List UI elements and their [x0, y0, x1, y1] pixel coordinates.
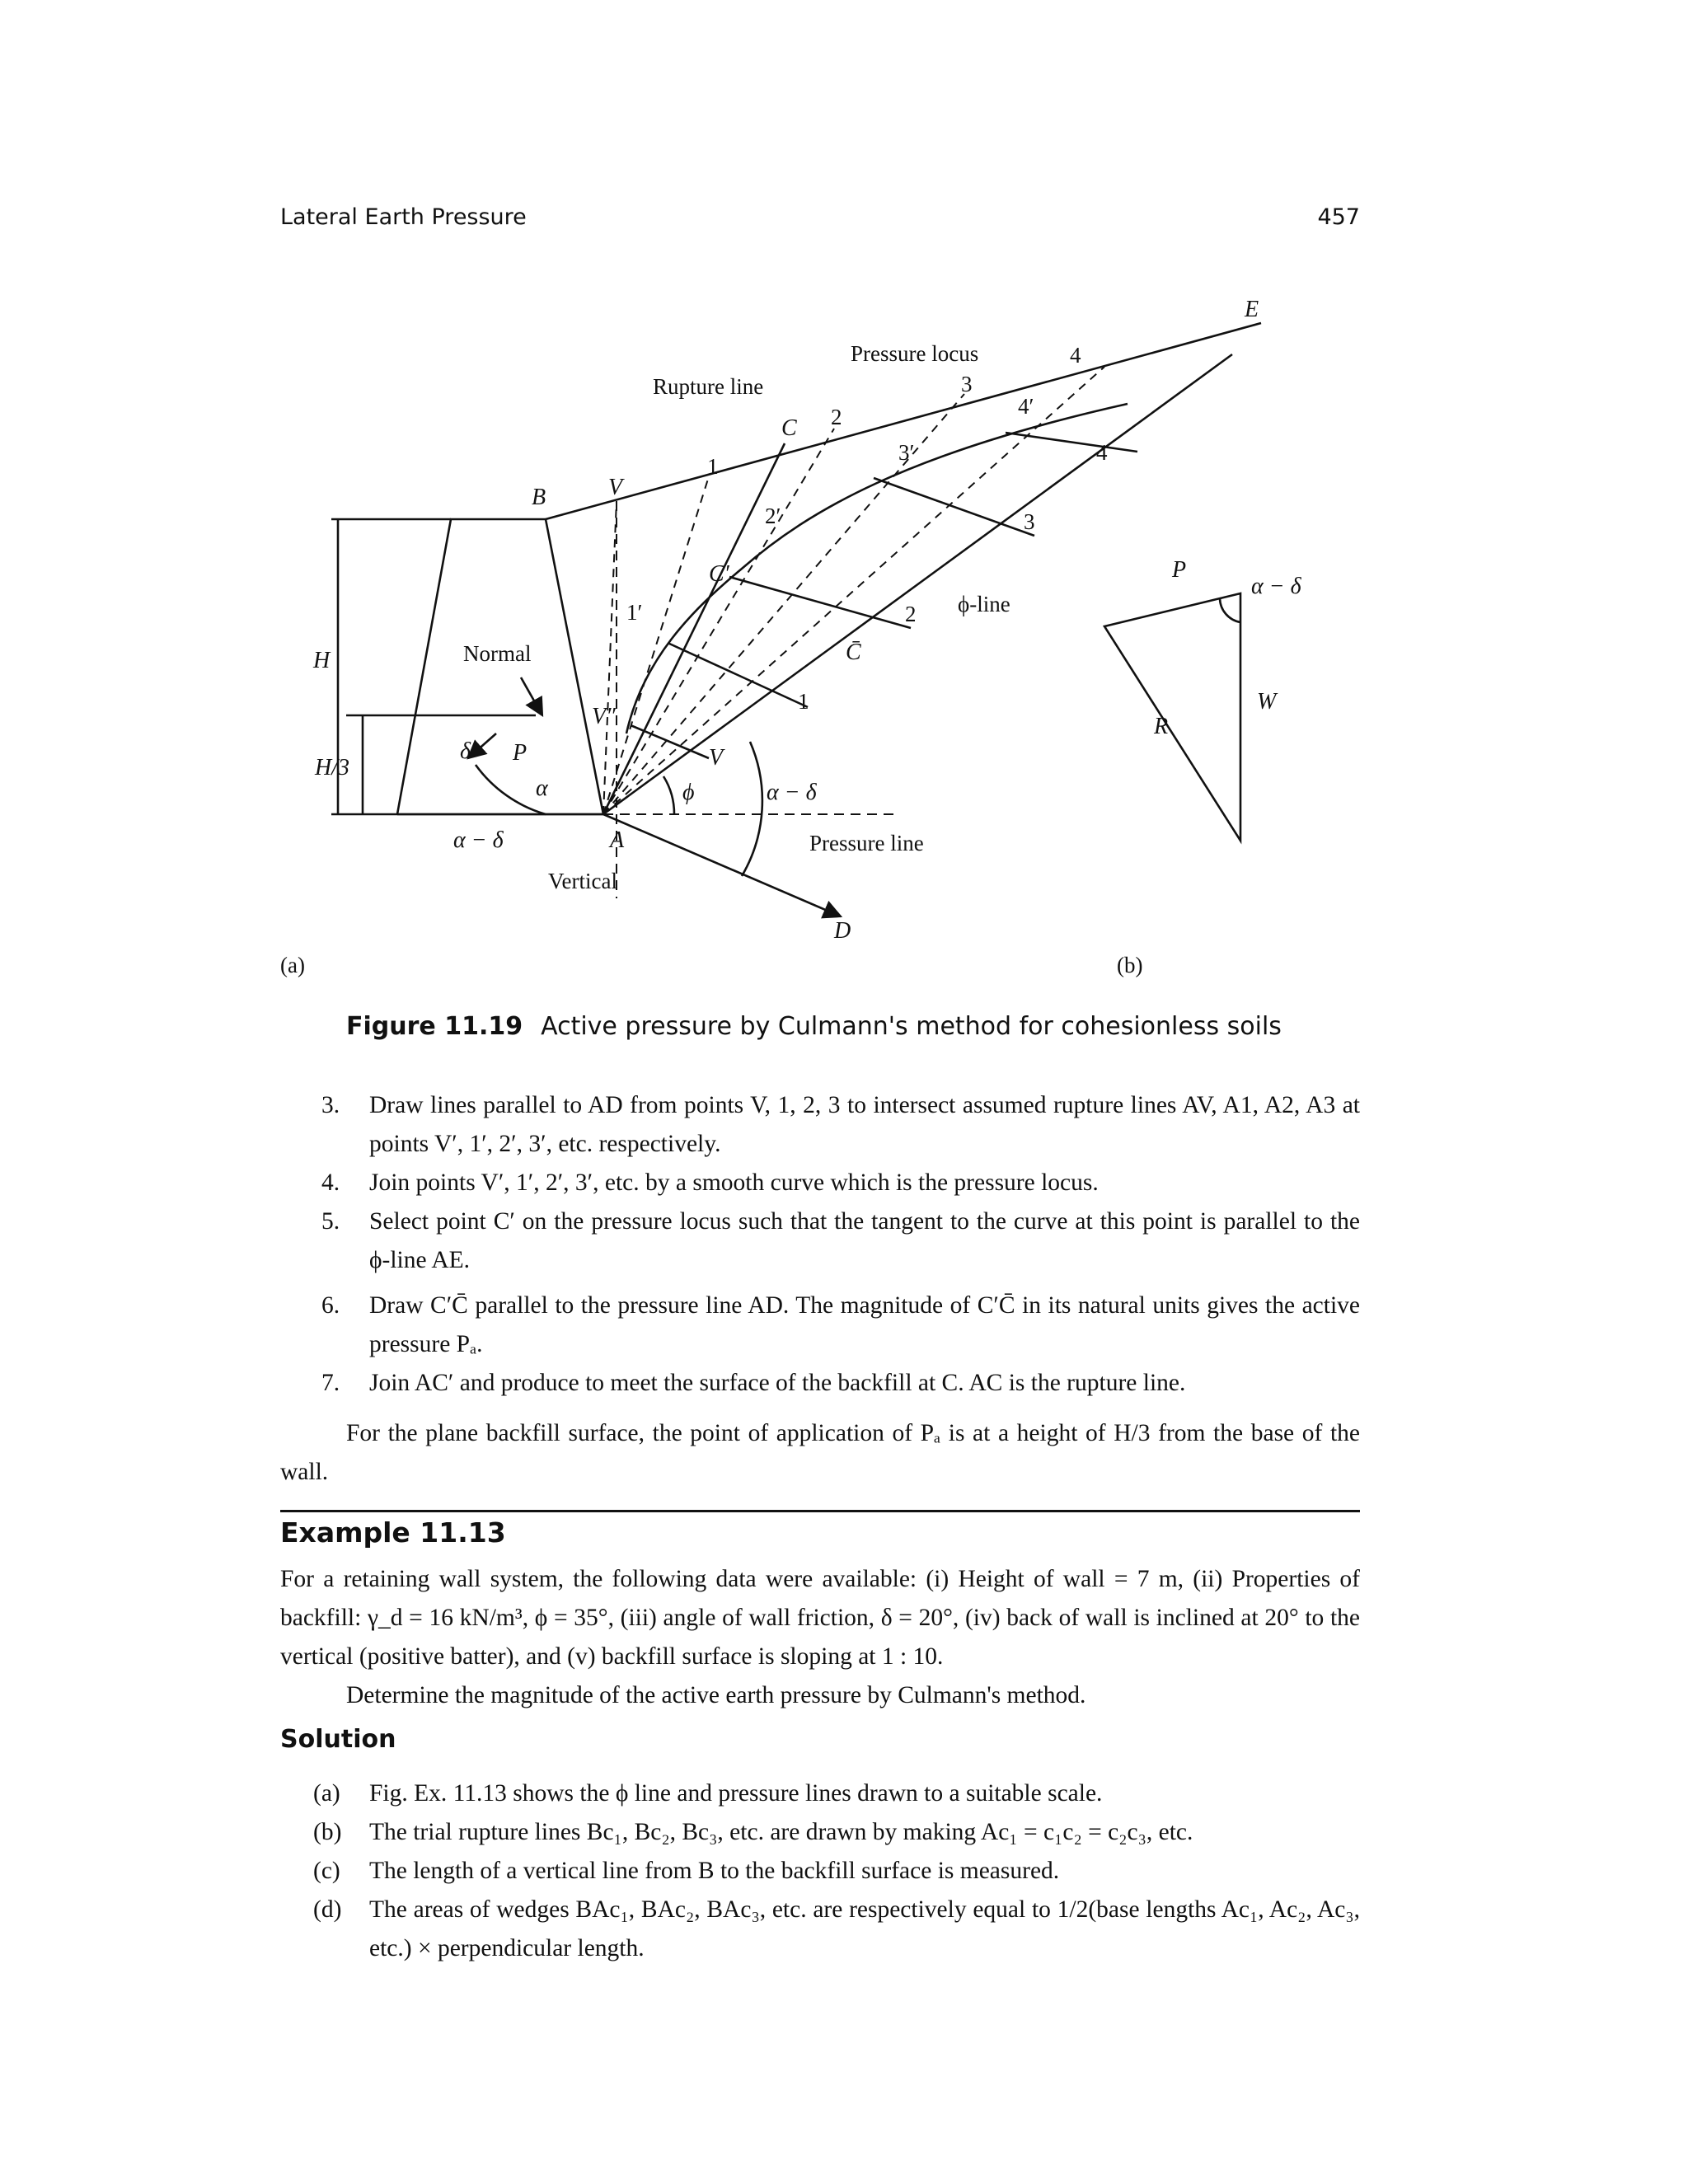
list-item: [280, 1286, 1360, 1364]
list-item: [280, 1086, 1360, 1164]
label-alpha-minus-delta-left: α − δ: [453, 827, 504, 853]
label-1-top: 1: [707, 454, 719, 479]
label-H3: H/3: [315, 755, 349, 780]
list-item: [280, 1891, 1360, 1968]
label-force-W: W: [1257, 689, 1277, 715]
label-1-prime: 1′: [626, 600, 643, 625]
parallel-line-1: [668, 643, 808, 707]
label-pressure-locus: Pressure locus: [851, 341, 979, 366]
part-text: The trial rupture lines Bc₁, Bc₂, Bc₃, etc. are drawn by making Ac₁ = c₁c₂ = c₂c₃, etc.: [369, 1819, 1193, 1845]
force-p-arrow: [468, 733, 496, 758]
step-number: 3.: [321, 1092, 340, 1118]
pressure-locus-curve: [626, 404, 1128, 733]
figure-caption: [346, 1012, 1418, 1041]
label-D: D: [834, 918, 851, 944]
step-text: Select point C′ on the pressure locus such that the tangent to the curve at this point is parallel to the ϕ-line AE.: [369, 1208, 1360, 1273]
label-H: H: [313, 648, 331, 673]
step-number: 7.: [321, 1370, 340, 1396]
label-force-P: P: [1172, 557, 1187, 583]
label-4-phi: 4: [1096, 440, 1108, 465]
part-text: Fig. Ex. 11.13 shows the ϕ line and pressure lines drawn to a suitable scale.: [369, 1780, 1103, 1807]
pressure-line: [603, 814, 841, 916]
list-item: [280, 1164, 1360, 1202]
label-B: B: [532, 485, 546, 510]
angle-arc-alpha-delta: [742, 742, 762, 876]
example-text: For a retaining wall system, the following data were available: (i) Height of wall = 7 m, (ii) Properties of backfill: γ_d = 16 kN/m³, ϕ = 35°, (iii) angle of wall friction, δ = 20°, (iv) back of wall is inclined at 20° to the vertical (positive batter), and (v) backfill surface is sloping at 1 : 10.: [280, 1566, 1360, 1670]
solution-body: [280, 1774, 1360, 1968]
part-number: (d): [313, 1896, 342, 1923]
example-question: Determine the magnitude of the active earth pressure by Culmann's method.: [346, 1682, 1086, 1708]
label-2-phi: 2: [905, 602, 917, 626]
list-item: [280, 1364, 1360, 1403]
list-item: [280, 1774, 1360, 1813]
solution-heading: Solution: [280, 1725, 396, 1754]
label-2-top: 2: [831, 405, 842, 429]
label-V-lower: V: [709, 745, 724, 771]
example-body: [280, 1560, 1360, 1715]
step-number: 5.: [321, 1208, 340, 1235]
example-heading: Example 11.13: [280, 1516, 506, 1549]
label-C: C: [781, 415, 797, 441]
force-triangle: [1104, 593, 1240, 841]
figure-caption-text: Active pressure by Culmann's method for cohesionless soils: [541, 1012, 1282, 1041]
part-text: The length of a vertical line from B to the backfill surface is measured.: [369, 1858, 1060, 1884]
label-normal: Normal: [463, 641, 532, 666]
list-item: [280, 1202, 1360, 1280]
step-text: Join points V′, 1′, 2′, 3′, etc. by a smooth curve which is the pressure locus.: [369, 1169, 1099, 1196]
label-C-prime: C′: [709, 561, 729, 587]
parallel-line-2: [729, 577, 911, 628]
list-item: [280, 1813, 1360, 1852]
label-3-prime: 3′: [898, 440, 915, 465]
step-text: Join AC′ and produce to meet the surface of the backfill at C. AC is the rupture line.: [369, 1370, 1186, 1396]
list-item: [280, 1852, 1360, 1891]
label-force-R: R: [1154, 714, 1169, 739]
label-3-top: 3: [961, 372, 973, 396]
label-triangle-angle: α − δ: [1251, 574, 1301, 599]
wall-outline: [397, 519, 603, 814]
label-alpha: α: [536, 776, 548, 801]
part-text: The areas of wedges BAc₁, BAc₂, BAc₃, etc. are respectively equal to 1/2(base lengths Ac₁, Ac₂, Ac₃, etc.) × perpendicular length.: [369, 1896, 1360, 1961]
label-alpha-minus-delta: α − δ: [767, 780, 817, 805]
label-4-prime: 4′: [1018, 394, 1034, 419]
label-1-phi: 1: [798, 689, 809, 714]
label-phi-line: ϕ-line: [958, 592, 1010, 616]
parallel-line-4: [1006, 433, 1137, 452]
label-V-double-prime: V″: [592, 704, 616, 729]
label-vertical: Vertical: [548, 869, 617, 893]
normal-arrow: [521, 677, 542, 715]
example-rule: [280, 1510, 1360, 1512]
trial-line-V: [603, 501, 617, 814]
rupture-line-C: [603, 443, 785, 814]
label-2-prime: 2′: [765, 504, 781, 528]
running-head: [280, 204, 1360, 237]
label-rupture-line: Rupture line: [653, 374, 764, 399]
step-number: 4.: [321, 1169, 340, 1196]
step-text: Draw lines parallel to AD from points V, 1, 2, 3 to intersect assumed rupture lines AV, A1, A2, A3 at points V′, 1′, 2′, 3′, etc. respectively.: [369, 1092, 1360, 1157]
running-head-title: Lateral Earth Pressure: [280, 204, 527, 230]
part-number: (c): [313, 1858, 340, 1884]
label-3-phi: 3: [1024, 509, 1035, 534]
step-text: Draw C′C̄ parallel to the pressure line AD. The magnitude of C′C̄ in its natural units gives the active pressure Pₐ.: [369, 1292, 1360, 1357]
triangle-angle-arc: [1220, 598, 1240, 622]
parallel-line-3: [874, 478, 1034, 536]
panel-a-label: (a): [280, 953, 305, 977]
trial-line-1: [603, 476, 709, 814]
panel-b-label: (b): [1117, 953, 1143, 977]
step-number: 6.: [321, 1292, 340, 1319]
label-phi: ϕ: [682, 780, 695, 805]
part-number: (b): [313, 1819, 342, 1845]
figure-caption-label: Figure 11.19: [346, 1012, 523, 1041]
closing-paragraph: For the plane backfill surface, the point of application of Pₐ is at a height of H/3 from the base of the wall.: [280, 1420, 1360, 1485]
label-P-wall: P: [513, 740, 528, 766]
label-4-top: 4: [1070, 343, 1081, 368]
figure-diagram: [280, 297, 1360, 1022]
label-V: V: [608, 475, 623, 500]
page-number: 457: [1317, 204, 1360, 230]
steps-section: [280, 1086, 1360, 1492]
part-number: (a): [313, 1780, 340, 1807]
label-E: E: [1245, 297, 1259, 322]
label-delta: δ: [460, 738, 471, 764]
label-A: A: [610, 827, 625, 853]
label-C-bar: C̄: [846, 640, 861, 665]
solution-list: [280, 1774, 1360, 1968]
angle-arc-phi: [663, 776, 674, 814]
phi-line: [603, 354, 1232, 814]
label-pressure-line: Pressure line: [809, 831, 924, 855]
figure-11-19: [280, 297, 1360, 1022]
steps-list: [280, 1086, 1360, 1403]
